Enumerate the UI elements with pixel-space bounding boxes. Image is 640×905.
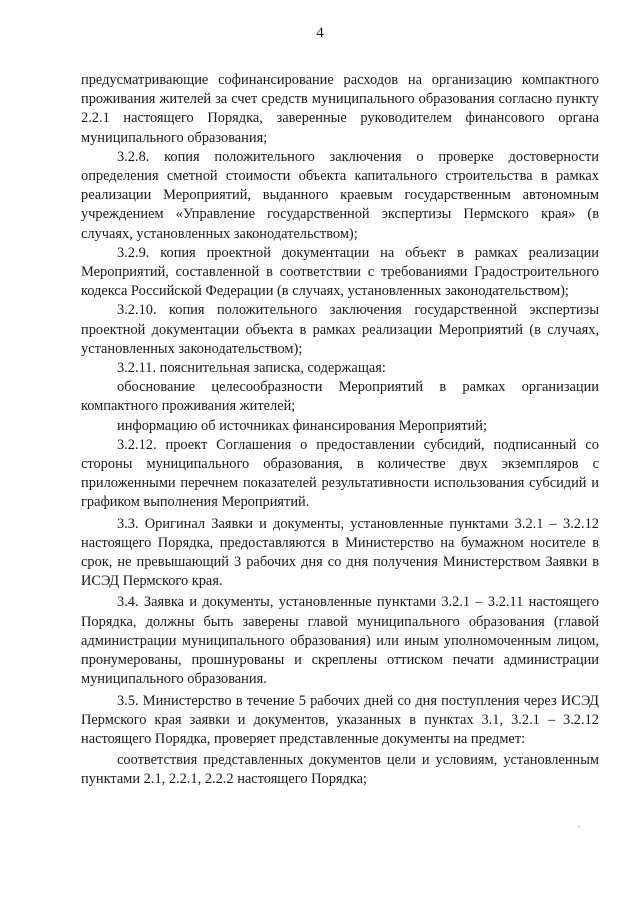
document-body	[81, 71, 599, 790]
page-number: 4	[316, 25, 324, 41]
paragraph-3-5-item-1: соответствия представленных документов цели и условиям, установленным пунктами 2.1, 2.2.1, 2.2.2 настоящего Порядка;	[81, 752, 599, 788]
scan-speck	[578, 826, 580, 827]
paragraph-continuation: предусматривающие софинансирование расходов на организацию компактного проживания жителей за счет средств муниципального образования согласно пункту 2.2.1 настоящего Порядка, заверенные руководителем финансового органа муниципального образования;	[81, 72, 599, 146]
paragraph-3-2-11: 3.2.11. пояснительная записка, содержащая:	[117, 360, 386, 377]
paragraph-3-4: 3.4. Заявка и документы, установленные пунктами 3.2.1 – 3.2.11 настоящего Порядка, должны быть заверены главой муниципального образования (главой администрации муниципального образования) или иным уполномоченным лицом, пронумерованы, прошнурованы и скреплены оттиском печати администрации муниципального образования.	[81, 594, 599, 688]
paragraph-3-2-11-item-2: информацию об источниках финансирования Мероприятий;	[117, 417, 487, 434]
paragraph-3-2-9: 3.2.9. копия проектной документации на объект в рамках реализации Мероприятий, составленной в соответствии с требованиями Градостроительного кодекса Российской Федерации (в случаях, установленных законодательством);	[81, 244, 599, 300]
paragraph-3-2-10: 3.2.10. копия положительного заключения государственной экспертизы проектной документации объекта в рамках реализации Мероприятий (в случаях, установленных законодательством);	[81, 302, 599, 357]
paragraph-3-5: 3.5. Министерство в течение 5 рабочих дней со дня поступления через ИСЭД Пермского края заявки и документов, указанных в пунктах 3.1, 3.2.1 – 3.2.12 настоящего Порядка, проверяет представленные документы на предмет:	[81, 692, 599, 747]
paragraph-3-2-12: 3.2.12. проект Соглашения о предоставлении субсидий, подписанный со стороны муниципального образования, в количестве двух экземпляров с приложенными перечнем показателей результативности использования субсидий и графиком выполнения Мероприятий.	[81, 436, 599, 511]
paragraph-3-2-8: 3.2.8. копия положительного заключения о проверке достоверности определения сметной стоимости объекта капитального строительства в рамках реализации Мероприятий, выданного краевым государственным автономным учреждением «Управление государственной экспертизы Пермского края» (в случаях, установленных законодательством);	[81, 148, 599, 242]
paragraph-3-3: 3.3. Оригинал Заявки и документы, установленные пунктами 3.2.1 – 3.2.12 настоящего Порядка, предоставляются в Министерство на бумажном носителе в срок, не превышающий 3 рабочих дня со дня получения Министерством Заявки в ИСЭД Пермского края.	[81, 515, 599, 590]
paragraph-3-2-11-item-1: обоснование целесообразности Мероприятий в рамках организации компактного проживания жителей;	[81, 379, 599, 415]
